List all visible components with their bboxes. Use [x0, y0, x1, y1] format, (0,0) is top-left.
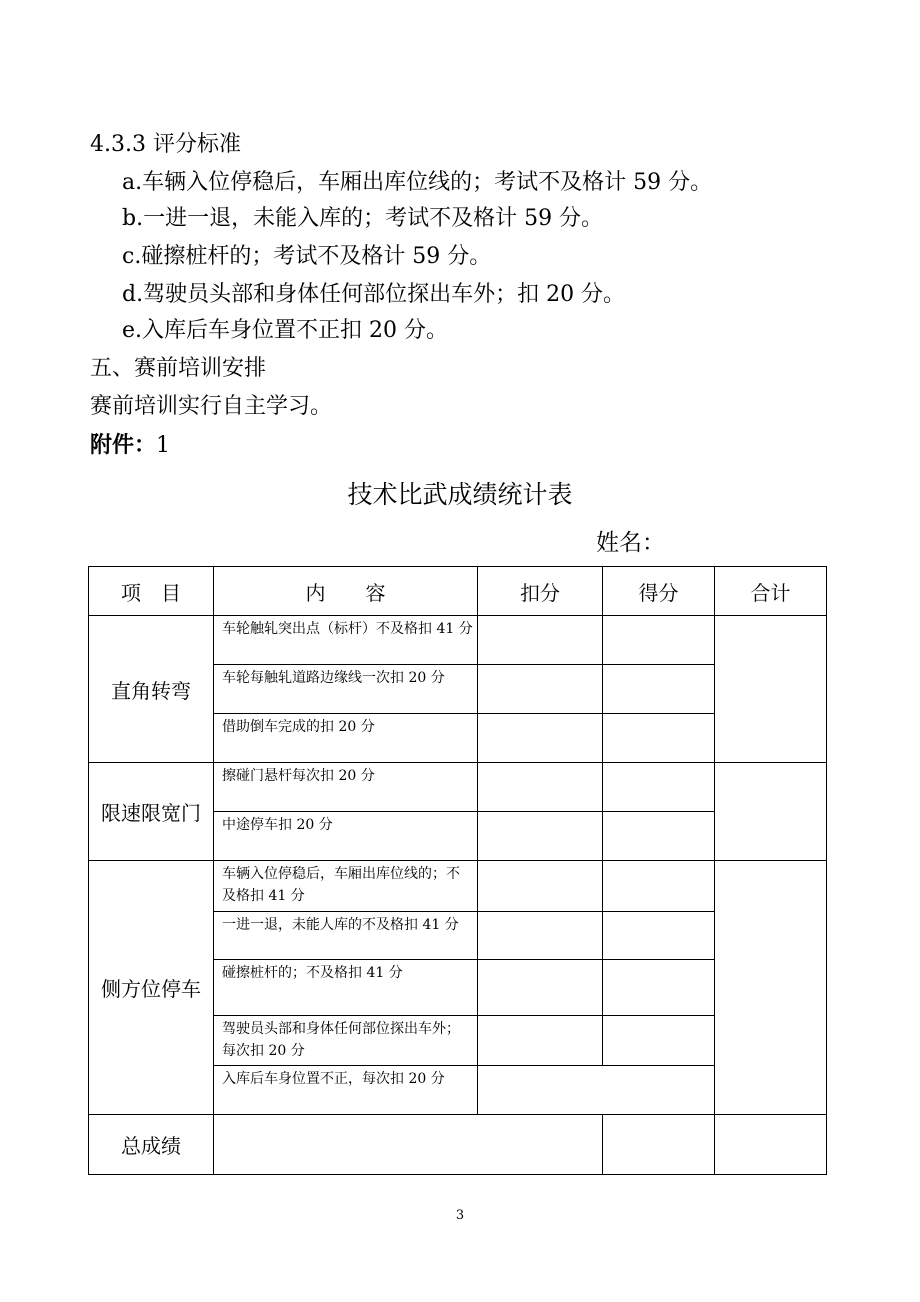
deduction-cell[interactable] [478, 714, 603, 763]
subtotal-cell[interactable] [715, 616, 827, 763]
table-row [89, 616, 827, 665]
section-heading-4-3-3: 4.3.3 评分标准 [90, 132, 241, 157]
deduction-cell[interactable] [478, 616, 603, 665]
item-content: 车辆入位停稳后，车厢出库位线的；不及格扣 41 分 [214, 861, 478, 912]
item-content: 擦碰门悬杆每次扣 20 分 [214, 763, 478, 812]
table-row [89, 861, 827, 912]
page-number: 3 [455, 1208, 465, 1223]
item-content: 中途停车扣 20 分 [214, 812, 478, 861]
deduction-cell[interactable] [478, 665, 603, 714]
grand-total-cell[interactable] [715, 1115, 827, 1175]
table-row [89, 763, 827, 812]
subtotal-cell[interactable] [715, 763, 827, 861]
header-total: 合计 [715, 567, 827, 616]
total-score-cell[interactable] [603, 1115, 715, 1175]
deduction-cell[interactable] [478, 812, 603, 861]
item-content: 入库后车身位置不正，每次扣 20 分 [214, 1066, 478, 1115]
name-label: 姓名： [596, 530, 665, 556]
criterion-c: c.碰擦桩杆的；考试不及格计 59 分。 [122, 244, 492, 269]
item-content: 借助倒车完成的扣 20 分 [214, 714, 478, 763]
header-score: 得分 [603, 567, 715, 616]
category-parallel-parking: 侧方位停车 [89, 861, 214, 1115]
score-cell[interactable] [603, 763, 715, 812]
item-content: 车轮每触轧道路边缘线一次扣 20 分 [214, 665, 478, 714]
total-label: 总成绩 [89, 1115, 214, 1175]
score-cell[interactable] [603, 812, 715, 861]
item-content: 车轮触轧突出点（标杆）不及格扣 41 分 [214, 616, 478, 665]
total-content-cell[interactable] [214, 1115, 603, 1175]
criterion-a: a.车辆入位停稳后，车厢出库位线的；考试不及格计 59 分。 [122, 170, 713, 195]
total-row [89, 1115, 827, 1175]
score-cell[interactable] [603, 912, 715, 960]
item-content: 驾驶员头部和身体任何部位探出车外；每次扣 20 分 [214, 1016, 478, 1066]
score-cell[interactable] [603, 616, 715, 665]
section-heading-5: 五、赛前培训安排 [90, 356, 267, 381]
deduction-cell[interactable] [478, 861, 603, 912]
section-5-paragraph: 赛前培训实行自主学习。 [90, 394, 333, 419]
header-content: 内 容 [214, 567, 478, 616]
attachment-line [90, 430, 170, 461]
deduction-cell[interactable] [478, 912, 603, 960]
score-cell[interactable] [603, 714, 715, 763]
attachment-number: 1 [156, 433, 171, 458]
header-deduction: 扣分 [478, 567, 603, 616]
category-right-angle-turn: 直角转弯 [89, 616, 214, 763]
deduction-cell[interactable] [478, 960, 603, 1016]
score-cell[interactable] [603, 960, 715, 1016]
table-header-row [89, 567, 827, 616]
deduction-score-cell[interactable] [478, 1066, 715, 1115]
score-cell[interactable] [603, 1016, 715, 1066]
score-table [88, 566, 827, 1175]
category-speed-width-gate: 限速限宽门 [89, 763, 214, 861]
header-project: 项 目 [89, 567, 214, 616]
attachment-label: 附件： [90, 432, 157, 458]
score-cell[interactable] [603, 861, 715, 912]
subtotal-cell[interactable] [715, 861, 827, 1115]
criterion-b: b.一进一退，未能入库的；考试不及格计 59 分。 [122, 206, 604, 231]
item-content: 碰擦桩杆的；不及格扣 41 分 [214, 960, 478, 1016]
deduction-cell[interactable] [478, 1016, 603, 1066]
criterion-d: d.驾驶员头部和身体任何部位探出车外；扣 20 分。 [122, 282, 626, 307]
deduction-cell[interactable] [478, 763, 603, 812]
form-title: 技术比武成绩统计表 [347, 480, 573, 509]
item-content: 一进一退，未能人库的不及格扣 41 分 [214, 912, 478, 960]
criterion-e: e.入库后车身位置不正扣 20 分。 [122, 318, 448, 343]
score-cell[interactable] [603, 665, 715, 714]
